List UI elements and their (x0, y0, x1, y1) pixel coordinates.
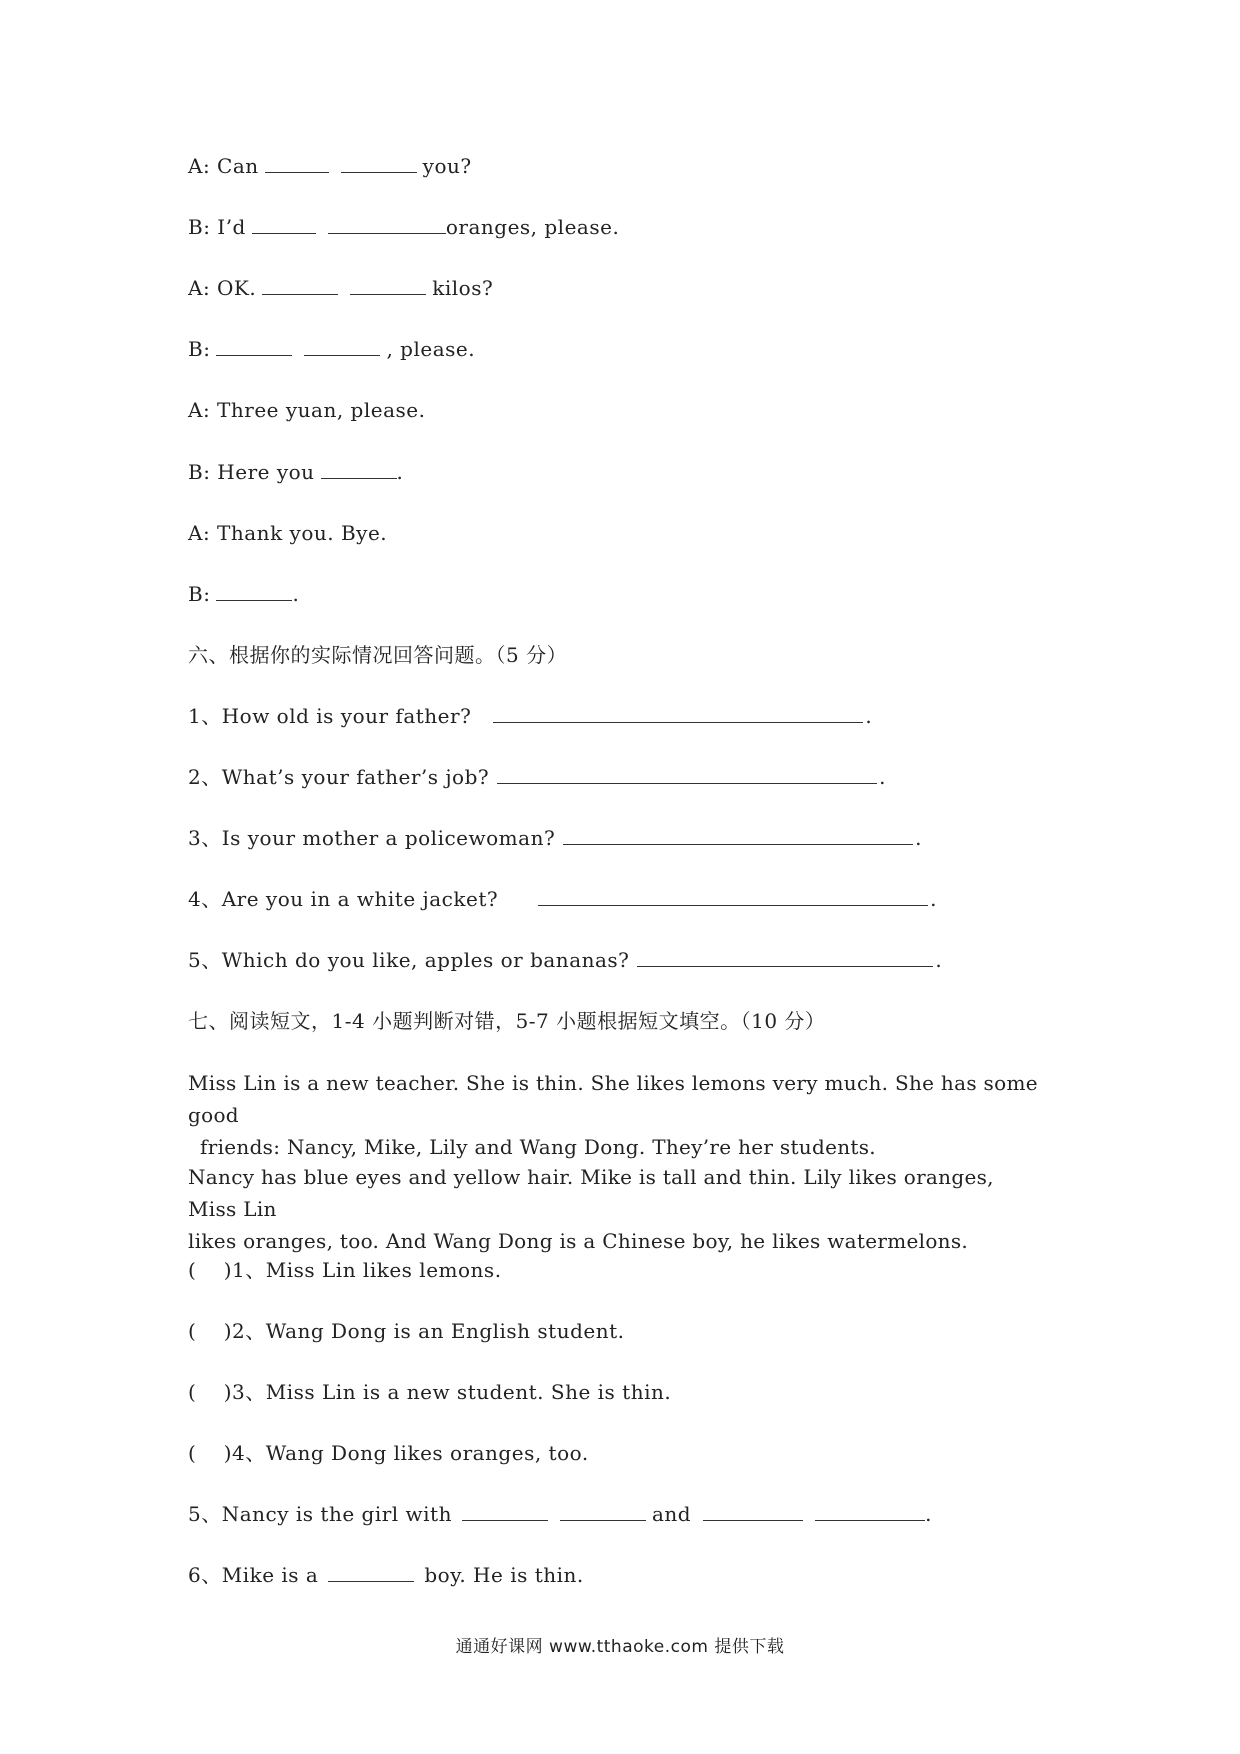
dialogue-line-4: B: , please. (188, 337, 476, 361)
answer-blank[interactable] (321, 460, 397, 479)
question-6-1: 1、How old is your father? . (188, 704, 873, 728)
reading-paragraph-2: Nancy has blue eyes and yellow hair. Mike is tall and thin. Lily likes oranges, Miss Lin likes oranges, too. And Wang Dong is a Chinese boy, he likes watermelons. (188, 1165, 994, 1253)
reading-paragraph-1: Miss Lin is a new teacher. She is thin. She likes lemons very much. She has some good friends: Nancy, Mike, Lily and Wang Dong. They’re her students. (188, 1071, 1038, 1159)
dialogue-line-3: A: OK. kilos? (188, 276, 494, 300)
question-6-4: 4、Are you in a white jacket? . (188, 887, 937, 911)
dialogue-line-7: A: Thank you. Bye. (188, 521, 388, 545)
answer-blank[interactable] (304, 337, 380, 356)
answer-blank[interactable] (350, 276, 426, 295)
true-false-2: ( )2、Wang Dong is an English student. (188, 1319, 625, 1343)
answer-blank[interactable] (265, 154, 329, 173)
answer-blank[interactable] (462, 1502, 548, 1521)
answer-blank[interactable] (815, 1502, 925, 1521)
answer-blank[interactable] (216, 582, 292, 601)
section-7-heading: 七、阅读短文，1-4 小题判断对错，5-7 小题根据短文填空。（10 分） (188, 1009, 826, 1033)
answer-blank[interactable] (262, 276, 338, 295)
question-6-3: 3、Is your mother a policewoman? . (188, 826, 923, 850)
answer-blank[interactable] (216, 337, 292, 356)
answer-line[interactable] (538, 887, 928, 906)
true-false-3: ( )3、Miss Lin is a new student. She is thin. (188, 1380, 672, 1404)
answer-line[interactable] (497, 765, 877, 784)
true-false-4: ( )4、Wang Dong likes oranges, too. (188, 1441, 589, 1465)
answer-line[interactable] (493, 704, 863, 723)
section-6-heading: 六、根据你的实际情况回答问题。（5 分） (188, 643, 568, 667)
question-6-5: 5、Which do you like, apples or bananas? . (188, 948, 943, 972)
fill-question-6: 6、Mike is a boy. He is thin. (188, 1563, 584, 1587)
question-6-2: 2、What’s your father’s job? . (188, 765, 886, 789)
answer-blank[interactable] (560, 1502, 646, 1521)
fill-question-5: 5、Nancy is the girl with and . (188, 1502, 932, 1526)
answer-line[interactable] (563, 826, 913, 845)
answer-blank[interactable] (252, 215, 316, 234)
answer-blank[interactable] (328, 215, 446, 234)
true-false-1: ( )1、Miss Lin likes lemons. (188, 1258, 502, 1282)
dialogue-line-6: B: Here you . (188, 460, 404, 484)
dialogue-line-5: A: Three yuan, please. (188, 398, 426, 422)
footer-source: 通通好课网 www.tthaoke.com 提供下载 (455, 1637, 785, 1657)
dialogue-line-8: B: . (188, 582, 300, 606)
answer-blank[interactable] (328, 1563, 414, 1582)
dialogue-line-1: A: Can you? (188, 154, 472, 178)
dialogue-line-2: B: I’d oranges, please. (188, 215, 620, 239)
answer-blank[interactable] (703, 1502, 803, 1521)
answer-blank[interactable] (341, 154, 417, 173)
answer-line[interactable] (637, 948, 933, 967)
